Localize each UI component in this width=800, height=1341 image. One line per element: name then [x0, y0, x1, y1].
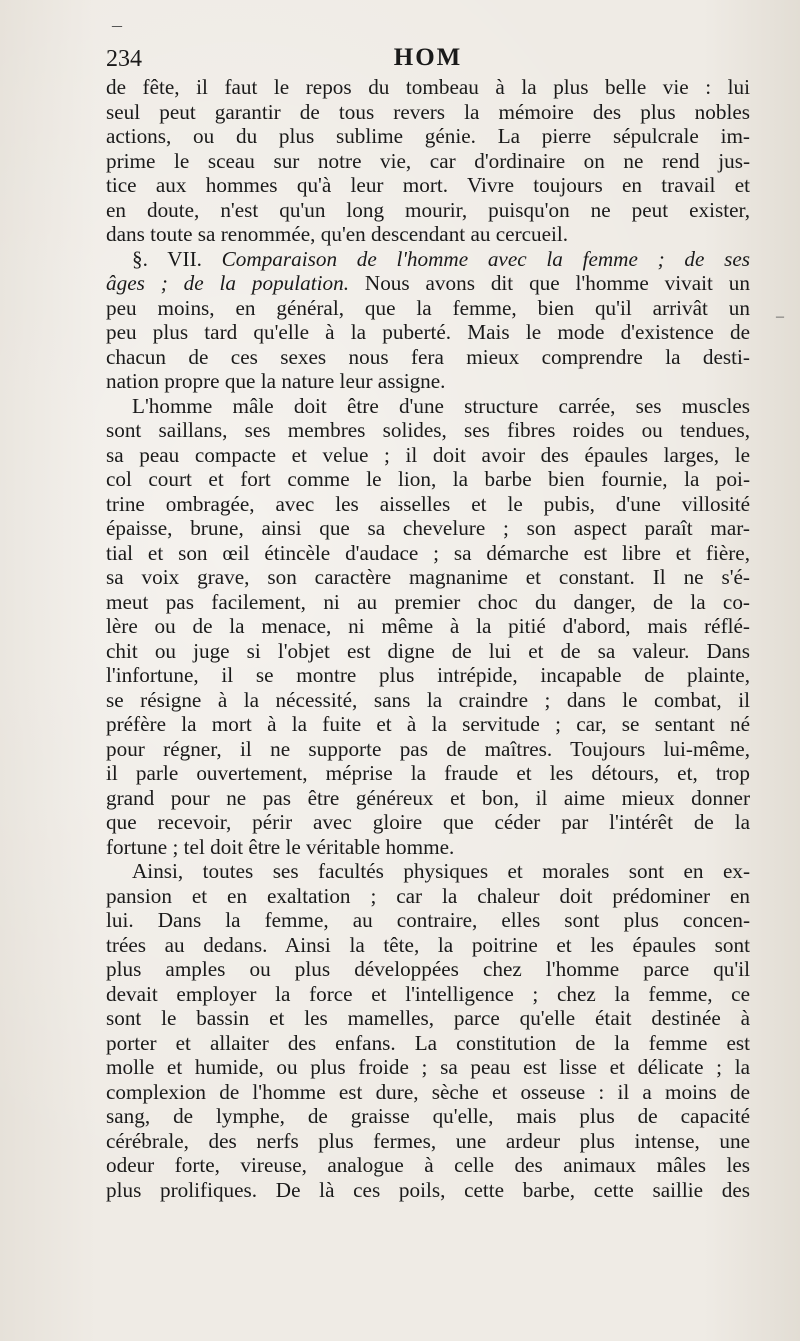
- text-line: prime le sceau sur notre vie, car d'ordinaire on ne rend jus-: [106, 148, 750, 173]
- text-line: molle et humide, ou plus froide ; sa peau est lisse et délicate ; la: [106, 1055, 750, 1079]
- text-line: lère ou de la menace, ni même à la pitié d'abord, mais réflé-: [106, 614, 750, 638]
- text-line: plus amples ou plus développées chez l'homme parce qu'il: [106, 957, 750, 981]
- text-line: porter et allaiter des enfans. La constitution de la femme est: [106, 1030, 750, 1055]
- text-line: actions, ou du plus sublime génie. La pierre sépulcrale im-: [106, 124, 750, 148]
- italic-heading-text: âges ; de la population.: [106, 271, 350, 295]
- text-line: tial et son œil étincèle d'audace ; sa démarche est libre et fière,: [106, 540, 750, 565]
- text-line: en doute, n'est qu'un long mourir, puisqu'on ne peut exister,: [106, 197, 750, 222]
- text-line: trées au dedans. Ainsi la tête, la poitrine et les épaules sont: [106, 932, 750, 957]
- text-line: l'infortune, il se montre plus intrépide, incapable de plainte,: [106, 663, 750, 687]
- text-line: [106, 271, 750, 296]
- text-line: se résigne à la nécessité, sans la craindre ; dans le combat, il: [106, 687, 750, 712]
- text-line: tice aux hommes qu'à leur mort. Vivre toujours en travail et: [106, 173, 750, 197]
- text-line: peu plus tard qu'elle à la puberté. Mais le mode d'existence de: [106, 320, 750, 344]
- page-number: 234: [106, 46, 142, 72]
- text-line: de fête, il faut le repos du tombeau à la plus belle vie : lui: [106, 75, 750, 99]
- text-line: cérébrale, des nerfs plus fermes, une ardeur plus intense, une: [106, 1128, 750, 1153]
- text-line: fortune ; tel doit être le véritable homme.: [106, 834, 455, 859]
- text-line: meut pas facilement, ni au premier choc du danger, de la co-: [106, 589, 750, 614]
- text-line: dans toute sa renommée, qu'en descendant au cercueil.: [106, 222, 569, 246]
- text-line: col court et fort comme le lion, la barbe bien fournie, la poi-: [106, 467, 750, 491]
- text-line: devait employer la force et l'intelligence ; chez la femme, ce: [106, 981, 750, 1006]
- text-line: pour régner, il ne supporte pas de maîtres. Toujours lui-même,: [106, 736, 750, 761]
- text-line: lui. Dans la femme, au contraire, elles sont plus concen-: [106, 908, 750, 932]
- text-line: sa voix grave, son caractère magnanime et constant. Il ne s'é-: [106, 565, 750, 589]
- text-line: chacun de ces sexes nous fera mieux comprendre la desti-: [106, 344, 750, 369]
- text-line: odeur forte, vireuse, analogue à celle des animaux mâles les: [106, 1153, 750, 1177]
- italic-heading-text: Comparaison de l'homme avec la femme ; de ses: [221, 246, 750, 271]
- text-line: que recevoir, périr avec gloire que céder par l'intérêt de la: [106, 810, 750, 834]
- text-line: chit ou juge si l'objet est digne de lui et de sa valeur. Dans: [106, 638, 750, 663]
- text-line: sont le bassin et les mamelles, parce qu'elle était destinée à: [106, 1006, 750, 1030]
- text-line: préfère la mort à la fuite et à la servitude ; car, se sentant né: [106, 712, 750, 736]
- text-line: plus prolifiques. De là ces poils, cette barbe, cette saillie des: [106, 1177, 750, 1202]
- text-segment: §. VII.: [132, 246, 222, 271]
- text-line: sont saillans, ses membres solides, ses fibres roides ou tendues,: [106, 418, 750, 442]
- text-line: nation propre que la nature leur assigne.: [106, 369, 446, 393]
- text-line: pansion et en exaltation ; car la chaleur doit prédominer en: [106, 883, 750, 908]
- page-header: [106, 42, 750, 76]
- margin-dash-mark: –: [776, 308, 784, 325]
- text-line: trine ombragée, avec les aisselles et le pubis, d'une villosité: [106, 491, 750, 516]
- body-text: [106, 75, 750, 1202]
- text-line: complexion de l'homme est dure, sèche et osseuse : il a moins de: [106, 1079, 750, 1104]
- text-line: peu moins, en général, que la femme, bien qu'il arrivât un: [106, 295, 750, 320]
- running-head: HOM: [393, 44, 463, 71]
- text-line: grand pour ne pas être généreux et bon, il aime mieux donner: [106, 785, 750, 810]
- text-line: seul peut garantir de tous revers la mémoire des plus nobles: [106, 99, 750, 124]
- text-line: [106, 247, 750, 272]
- text-line: L'homme mâle doit être d'une structure carrée, ses muscles: [132, 393, 750, 418]
- text-line: épaisse, brune, ainsi que sa chevelure ; son aspect paraît mar-: [106, 516, 750, 540]
- text-line: il parle ouvertement, méprise la fraude et les détours, et, trop: [106, 761, 750, 785]
- text-line: sa peau compacte et velue ; il doit avoir des épaules larges, le: [106, 442, 750, 467]
- text-line: Ainsi, toutes ses facultés physiques et morales sont en ex-: [132, 859, 750, 883]
- text-segment: Nous avons dit que l'homme vivait un: [349, 271, 750, 295]
- margin-dash-mark: –: [112, 14, 122, 36]
- text-line: sang, de lymphe, de graisse qu'elle, mais plus de capacité: [106, 1104, 750, 1128]
